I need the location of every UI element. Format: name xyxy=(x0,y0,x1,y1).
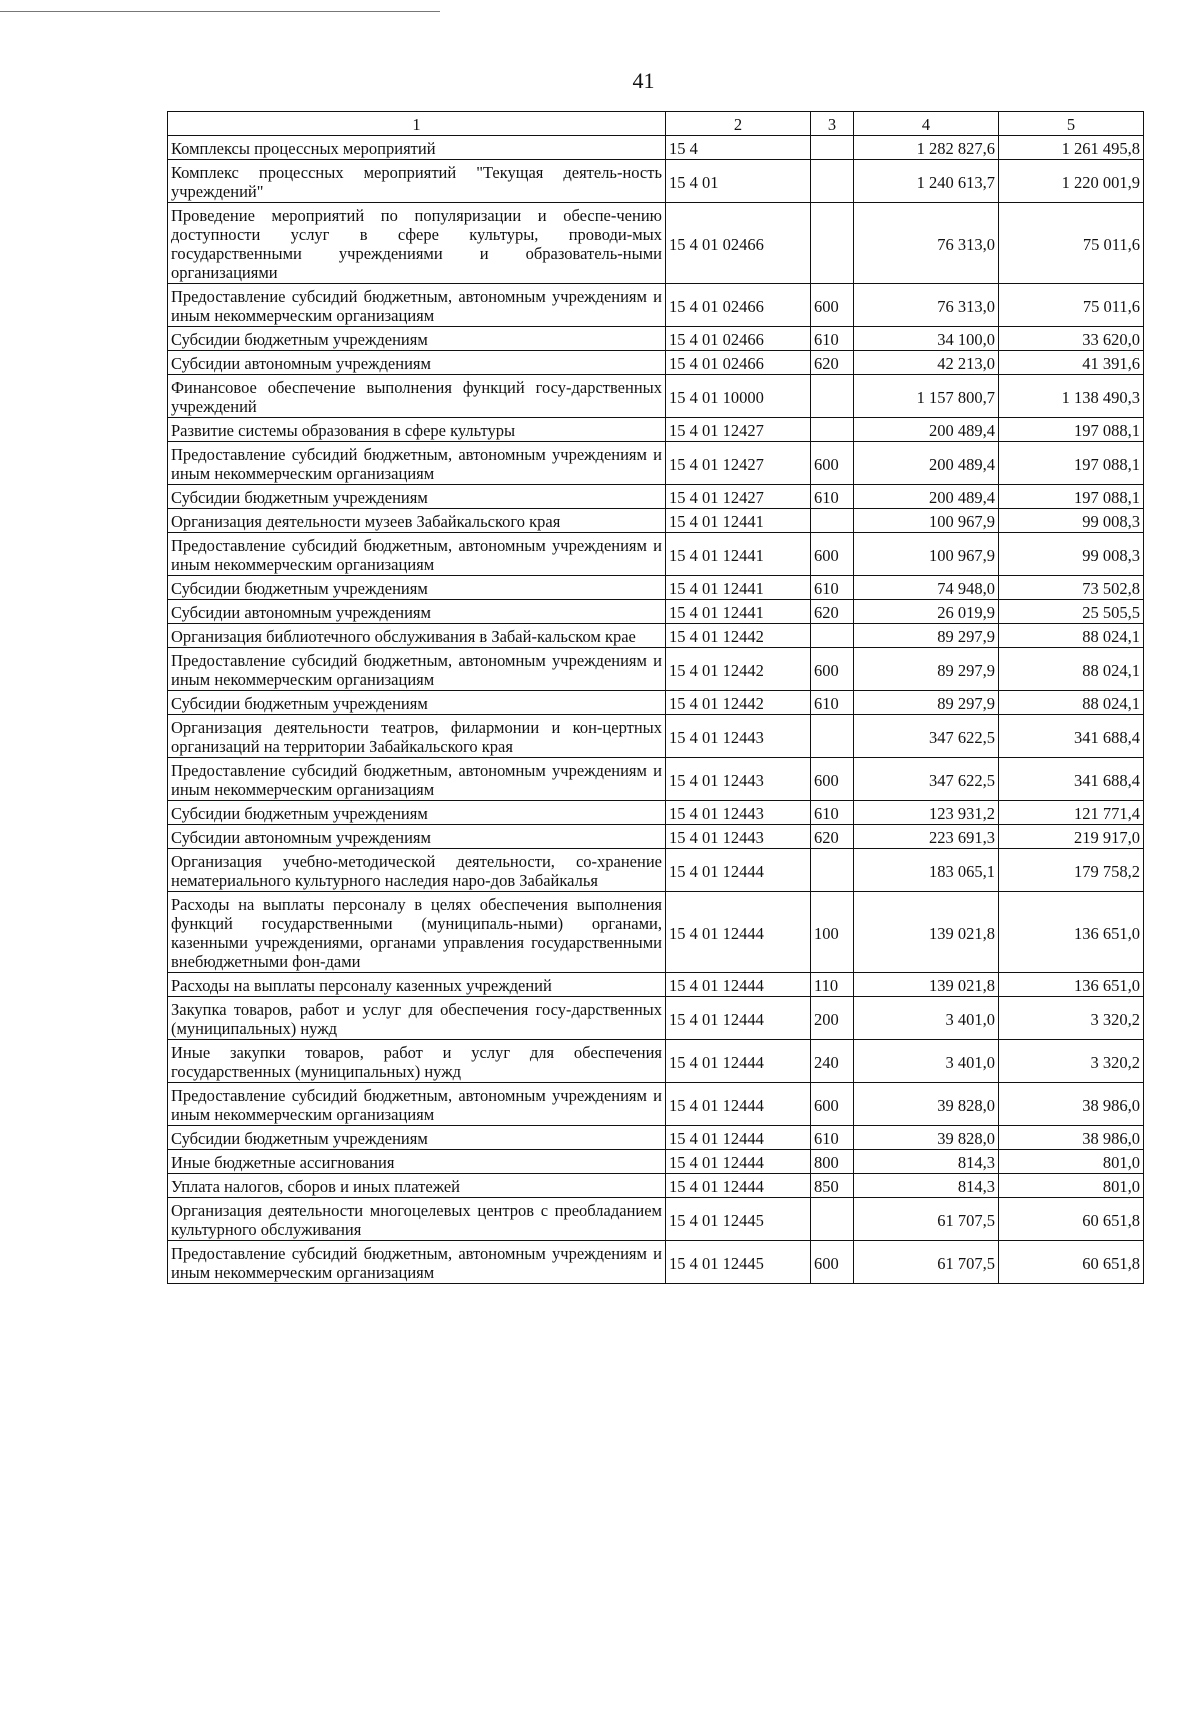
row-code-cell: 15 4 01 12444 xyxy=(666,1150,811,1174)
column-header: 4 xyxy=(854,112,999,136)
row-name-cell: Предоставление субсидий бюджетным, автономным учреждениям и иным некоммерческим организациям xyxy=(168,1241,666,1284)
row-name-cell: Субсидии автономным учреждениям xyxy=(168,600,666,624)
table-row xyxy=(168,136,1144,160)
table-row xyxy=(168,1198,1144,1241)
row-name-cell: Субсидии бюджетным учреждениям xyxy=(168,576,666,600)
row-code-cell: 15 4 01 12444 xyxy=(666,1174,811,1198)
row-code-cell: 15 4 01 12442 xyxy=(666,624,811,648)
table-row xyxy=(168,825,1144,849)
row-name-cell: Субсидии бюджетным учреждениям xyxy=(168,1126,666,1150)
row-type-cell: 610 xyxy=(811,691,854,715)
row-code-cell: 15 4 01 12444 xyxy=(666,973,811,997)
row-value-col5-cell: 1 220 001,9 xyxy=(999,160,1144,203)
row-name-cell: Проведение мероприятий по популяризации и обеспе-чению доступности услуг в сфере культуры, проводи-мых государственными учреждениями и образователь-ными организациями xyxy=(168,203,666,284)
row-code-cell: 15 4 01 12443 xyxy=(666,758,811,801)
row-code-cell: 15 4 01 12427 xyxy=(666,442,811,485)
row-value-col4-cell: 100 967,9 xyxy=(854,509,999,533)
table-row xyxy=(168,327,1144,351)
row-type-cell xyxy=(811,375,854,418)
row-code-cell: 15 4 01 12427 xyxy=(666,418,811,442)
row-code-cell: 15 4 01 12444 xyxy=(666,892,811,973)
row-value-col4-cell: 89 297,9 xyxy=(854,648,999,691)
row-name-cell: Комплекс процессных мероприятий "Текущая деятель-ность учреждений" xyxy=(168,160,666,203)
row-value-col5-cell: 99 008,3 xyxy=(999,533,1144,576)
row-name-cell: Расходы на выплаты персоналу казенных учреждений xyxy=(168,973,666,997)
row-name-cell: Организация деятельности многоцелевых центров с преобладанием культурного обслуживания xyxy=(168,1198,666,1241)
row-name-cell: Финансовое обеспечение выполнения функций госу-дарственных учреждений xyxy=(168,375,666,418)
row-code-cell: 15 4 01 12441 xyxy=(666,509,811,533)
row-value-col4-cell: 100 967,9 xyxy=(854,533,999,576)
row-type-cell: 100 xyxy=(811,892,854,973)
row-name-cell: Субсидии бюджетным учреждениям xyxy=(168,801,666,825)
row-value-col4-cell: 1 157 800,7 xyxy=(854,375,999,418)
row-name-cell: Субсидии бюджетным учреждениям xyxy=(168,691,666,715)
row-type-cell: 610 xyxy=(811,801,854,825)
table-row xyxy=(168,284,1144,327)
row-value-col4-cell: 74 948,0 xyxy=(854,576,999,600)
row-name-cell: Расходы на выплаты персоналу в целях обеспечения выполнения функций государственными (муниципаль-ными) органами, казенными учреждениями, органами управления государственными внебюджетными фон-дами xyxy=(168,892,666,973)
table-row xyxy=(168,801,1144,825)
row-value-col5-cell: 3 320,2 xyxy=(999,997,1144,1040)
row-code-cell: 15 4 01 02466 xyxy=(666,351,811,375)
row-name-cell: Субсидии бюджетным учреждениям xyxy=(168,327,666,351)
row-value-col5-cell: 121 771,4 xyxy=(999,801,1144,825)
row-value-col4-cell: 76 313,0 xyxy=(854,203,999,284)
row-type-cell: 610 xyxy=(811,576,854,600)
row-value-col5-cell: 73 502,8 xyxy=(999,576,1144,600)
row-type-cell xyxy=(811,160,854,203)
row-type-cell: 610 xyxy=(811,327,854,351)
row-code-cell: 15 4 01 12443 xyxy=(666,825,811,849)
row-type-cell xyxy=(811,418,854,442)
scan-artifact-line xyxy=(0,11,440,12)
row-value-col5-cell: 341 688,4 xyxy=(999,758,1144,801)
row-code-cell: 15 4 01 12427 xyxy=(666,485,811,509)
table-row xyxy=(168,691,1144,715)
row-type-cell xyxy=(811,624,854,648)
row-value-col4-cell: 1 282 827,6 xyxy=(854,136,999,160)
row-value-col5-cell: 801,0 xyxy=(999,1174,1144,1198)
row-value-col5-cell: 197 088,1 xyxy=(999,485,1144,509)
row-value-col5-cell: 38 986,0 xyxy=(999,1126,1144,1150)
row-value-col5-cell: 197 088,1 xyxy=(999,442,1144,485)
row-type-cell: 110 xyxy=(811,973,854,997)
table-body xyxy=(168,136,1144,1284)
row-name-cell: Субсидии автономным учреждениям xyxy=(168,351,666,375)
row-value-col5-cell: 1 261 495,8 xyxy=(999,136,1144,160)
row-value-col5-cell: 197 088,1 xyxy=(999,418,1144,442)
row-name-cell: Уплата налогов, сборов и иных платежей xyxy=(168,1174,666,1198)
table-row xyxy=(168,973,1144,997)
row-code-cell: 15 4 xyxy=(666,136,811,160)
row-value-col5-cell: 60 651,8 xyxy=(999,1241,1144,1284)
row-code-cell: 15 4 01 12444 xyxy=(666,1040,811,1083)
row-value-col4-cell: 89 297,9 xyxy=(854,691,999,715)
row-name-cell: Предоставление субсидий бюджетным, автономным учреждениям и иным некоммерческим организациям xyxy=(168,284,666,327)
row-code-cell: 15 4 01 10000 xyxy=(666,375,811,418)
table-row xyxy=(168,1040,1144,1083)
row-value-col4-cell: 76 313,0 xyxy=(854,284,999,327)
row-value-col4-cell: 139 021,8 xyxy=(854,892,999,973)
row-code-cell: 15 4 01 02466 xyxy=(666,327,811,351)
row-type-cell: 610 xyxy=(811,1126,854,1150)
row-type-cell: 600 xyxy=(811,533,854,576)
table-row xyxy=(168,600,1144,624)
row-value-col4-cell: 61 707,5 xyxy=(854,1241,999,1284)
table-row xyxy=(168,849,1144,892)
row-value-col4-cell: 34 100,0 xyxy=(854,327,999,351)
table-row xyxy=(168,1241,1144,1284)
row-value-col4-cell: 347 622,5 xyxy=(854,715,999,758)
row-value-col5-cell: 136 651,0 xyxy=(999,973,1144,997)
row-name-cell: Комплексы процессных мероприятий xyxy=(168,136,666,160)
table-row xyxy=(168,715,1144,758)
row-value-col5-cell: 38 986,0 xyxy=(999,1083,1144,1126)
row-value-col5-cell: 1 138 490,3 xyxy=(999,375,1144,418)
row-name-cell: Предоставление субсидий бюджетным, автономным учреждениям и иным некоммерческим организациям xyxy=(168,442,666,485)
row-value-col4-cell: 89 297,9 xyxy=(854,624,999,648)
column-header: 1 xyxy=(168,112,666,136)
row-value-col5-cell: 75 011,6 xyxy=(999,203,1144,284)
row-value-col4-cell: 183 065,1 xyxy=(854,849,999,892)
row-code-cell: 15 4 01 12444 xyxy=(666,1126,811,1150)
row-type-cell xyxy=(811,849,854,892)
row-code-cell: 15 4 01 12441 xyxy=(666,533,811,576)
row-code-cell: 15 4 01 12444 xyxy=(666,997,811,1040)
row-type-cell: 620 xyxy=(811,825,854,849)
row-name-cell: Развитие системы образования в сфере культуры xyxy=(168,418,666,442)
table-row xyxy=(168,648,1144,691)
row-value-col4-cell: 814,3 xyxy=(854,1150,999,1174)
row-type-cell: 850 xyxy=(811,1174,854,1198)
row-value-col5-cell: 3 320,2 xyxy=(999,1040,1144,1083)
table-row xyxy=(168,533,1144,576)
row-value-col5-cell: 801,0 xyxy=(999,1150,1144,1174)
row-type-cell: 200 xyxy=(811,997,854,1040)
row-type-cell: 600 xyxy=(811,648,854,691)
table-row xyxy=(168,160,1144,203)
row-type-cell xyxy=(811,1198,854,1241)
row-type-cell xyxy=(811,203,854,284)
row-type-cell: 600 xyxy=(811,758,854,801)
table-row xyxy=(168,418,1144,442)
table-row xyxy=(168,576,1144,600)
row-name-cell: Предоставление субсидий бюджетным, автономным учреждениям и иным некоммерческим организациям xyxy=(168,1083,666,1126)
row-value-col5-cell: 341 688,4 xyxy=(999,715,1144,758)
row-value-col4-cell: 39 828,0 xyxy=(854,1126,999,1150)
table-row xyxy=(168,442,1144,485)
row-name-cell: Иные бюджетные ассигнования xyxy=(168,1150,666,1174)
row-type-cell: 600 xyxy=(811,1083,854,1126)
budget-table xyxy=(167,111,1144,1284)
row-code-cell: 15 4 01 12443 xyxy=(666,715,811,758)
column-header: 3 xyxy=(811,112,854,136)
row-value-col4-cell: 139 021,8 xyxy=(854,973,999,997)
table-header-row xyxy=(168,112,1144,136)
row-value-col4-cell: 26 019,9 xyxy=(854,600,999,624)
row-type-cell: 600 xyxy=(811,1241,854,1284)
row-code-cell: 15 4 01 12441 xyxy=(666,600,811,624)
table-row xyxy=(168,485,1144,509)
row-name-cell: Предоставление субсидий бюджетным, автономным учреждениям и иным некоммерческим организациям xyxy=(168,533,666,576)
row-value-col4-cell: 42 213,0 xyxy=(854,351,999,375)
table-row xyxy=(168,1083,1144,1126)
row-code-cell: 15 4 01 12445 xyxy=(666,1241,811,1284)
row-value-col5-cell: 88 024,1 xyxy=(999,648,1144,691)
row-name-cell: Организация деятельности театров, филармонии и кон-цертных организаций на территории Забайкальского края xyxy=(168,715,666,758)
row-value-col4-cell: 200 489,4 xyxy=(854,442,999,485)
table-row xyxy=(168,375,1144,418)
row-value-col4-cell: 200 489,4 xyxy=(854,418,999,442)
row-value-col5-cell: 25 505,5 xyxy=(999,600,1144,624)
row-code-cell: 15 4 01 02466 xyxy=(666,284,811,327)
row-code-cell: 15 4 01 12441 xyxy=(666,576,811,600)
row-value-col4-cell: 3 401,0 xyxy=(854,1040,999,1083)
row-code-cell: 15 4 01 12443 xyxy=(666,801,811,825)
row-type-cell: 600 xyxy=(811,284,854,327)
row-code-cell: 15 4 01 02466 xyxy=(666,203,811,284)
table-row xyxy=(168,1174,1144,1198)
row-name-cell: Субсидии автономным учреждениям xyxy=(168,825,666,849)
row-code-cell: 15 4 01 xyxy=(666,160,811,203)
row-value-col5-cell: 179 758,2 xyxy=(999,849,1144,892)
table-row xyxy=(168,203,1144,284)
row-value-col5-cell: 33 620,0 xyxy=(999,327,1144,351)
column-header: 5 xyxy=(999,112,1144,136)
table-row xyxy=(168,892,1144,973)
row-name-cell: Закупка товаров, работ и услуг для обеспечения госу-дарственных (муниципальных) нужд xyxy=(168,997,666,1040)
table-row xyxy=(168,509,1144,533)
row-value-col4-cell: 123 931,2 xyxy=(854,801,999,825)
row-value-col5-cell: 219 917,0 xyxy=(999,825,1144,849)
row-value-col4-cell: 3 401,0 xyxy=(854,997,999,1040)
row-name-cell: Субсидии бюджетным учреждениям xyxy=(168,485,666,509)
row-type-cell xyxy=(811,715,854,758)
row-value-col4-cell: 814,3 xyxy=(854,1174,999,1198)
table-row xyxy=(168,997,1144,1040)
row-value-col5-cell: 41 391,6 xyxy=(999,351,1144,375)
row-type-cell: 240 xyxy=(811,1040,854,1083)
row-code-cell: 15 4 01 12444 xyxy=(666,1083,811,1126)
row-type-cell: 610 xyxy=(811,485,854,509)
row-code-cell: 15 4 01 12444 xyxy=(666,849,811,892)
row-type-cell xyxy=(811,509,854,533)
table-row xyxy=(168,1126,1144,1150)
row-name-cell: Организация учебно-методической деятельности, со-хранение нематериального культурного наследия наро-дов Забайкалья xyxy=(168,849,666,892)
row-name-cell: Организация деятельности музеев Забайкальского края xyxy=(168,509,666,533)
table-row xyxy=(168,624,1144,648)
row-name-cell: Организация библиотечного обслуживания в Забай-кальском крае xyxy=(168,624,666,648)
row-code-cell: 15 4 01 12445 xyxy=(666,1198,811,1241)
page-number: 41 xyxy=(632,68,655,93)
row-value-col4-cell: 200 489,4 xyxy=(854,485,999,509)
row-name-cell: Иные закупки товаров, работ и услуг для обеспечения государственных (муниципальных) нужд xyxy=(168,1040,666,1083)
row-value-col5-cell: 75 011,6 xyxy=(999,284,1144,327)
row-value-col5-cell: 99 008,3 xyxy=(999,509,1144,533)
row-value-col5-cell: 136 651,0 xyxy=(999,892,1144,973)
table-row xyxy=(168,1150,1144,1174)
row-type-cell xyxy=(811,136,854,160)
row-value-col5-cell: 88 024,1 xyxy=(999,624,1144,648)
row-type-cell: 620 xyxy=(811,600,854,624)
row-value-col4-cell: 347 622,5 xyxy=(854,758,999,801)
table-row xyxy=(168,351,1144,375)
row-type-cell: 620 xyxy=(811,351,854,375)
row-value-col4-cell: 39 828,0 xyxy=(854,1083,999,1126)
row-code-cell: 15 4 01 12442 xyxy=(666,691,811,715)
row-value-col4-cell: 223 691,3 xyxy=(854,825,999,849)
row-value-col5-cell: 88 024,1 xyxy=(999,691,1144,715)
row-type-cell: 800 xyxy=(811,1150,854,1174)
row-code-cell: 15 4 01 12442 xyxy=(666,648,811,691)
table-row xyxy=(168,758,1144,801)
row-value-col5-cell: 60 651,8 xyxy=(999,1198,1144,1241)
row-name-cell: Предоставление субсидий бюджетным, автономным учреждениям и иным некоммерческим организациям xyxy=(168,648,666,691)
row-name-cell: Предоставление субсидий бюджетным, автономным учреждениям и иным некоммерческим организациям xyxy=(168,758,666,801)
row-type-cell: 600 xyxy=(811,442,854,485)
row-value-col4-cell: 61 707,5 xyxy=(854,1198,999,1241)
column-header: 2 xyxy=(666,112,811,136)
row-value-col4-cell: 1 240 613,7 xyxy=(854,160,999,203)
